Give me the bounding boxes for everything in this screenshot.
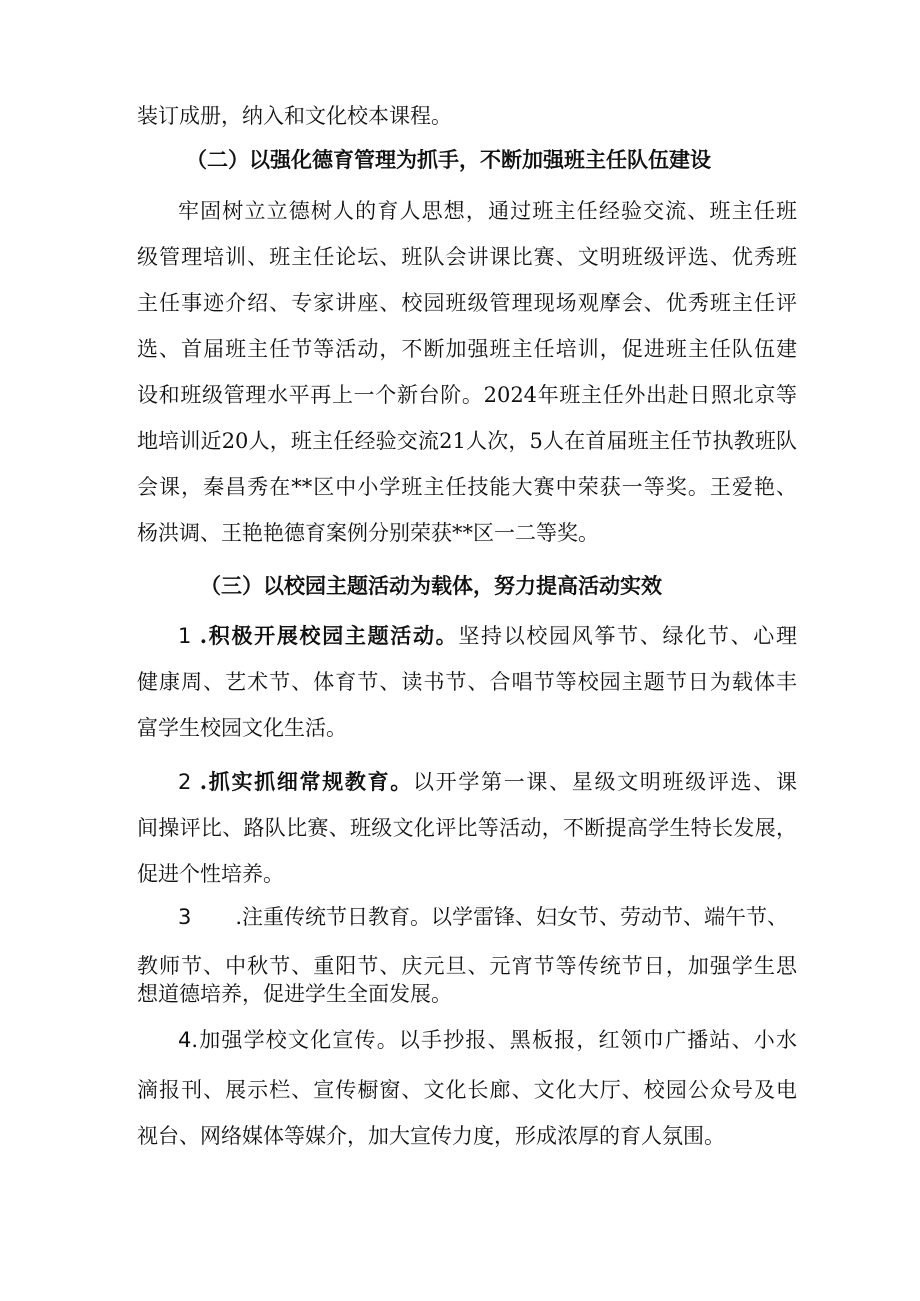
list-item-line bbox=[178, 902, 818, 932]
list-item-line: 教师节、中秋节、重阳节、庆元旦、元宵节等传统节日，加强学生思 bbox=[137, 954, 797, 978]
item-text: 坚持以校园风筝节、绿化节、心理 bbox=[458, 624, 797, 648]
paragraph-line: 设和班级管理水平再上一个新台阶。2024年班主任外出赴日照北京等 bbox=[137, 383, 797, 407]
list-item-line: 想道德培养，促进学生全面发展。 bbox=[137, 982, 452, 1006]
list-item-line: 健康周、艺术节、体育节、读书节、合唱节等校园主题节日为载体丰 bbox=[137, 670, 797, 694]
list-item-line bbox=[178, 1025, 797, 1055]
section-heading-3: （三）以校园主题活动为载体，努力提高活动实效 bbox=[200, 573, 662, 598]
item-text: .加强学校文化宣传。以手抄报、黑板报，红领巾广播站、小水 bbox=[191, 1028, 797, 1052]
item-number: 1 bbox=[178, 624, 192, 648]
item-title: .积极开展校园主题活动。 bbox=[199, 623, 459, 648]
paragraph-continuation: 装订成册，纳入和文化校本课程。 bbox=[137, 104, 452, 128]
paragraph-line: 选、首届班主任节等活动，不断加强班主任培训，促进班主任队伍建 bbox=[137, 337, 797, 361]
item-number: 4 bbox=[178, 1028, 192, 1052]
list-item-line: 滴报刊、展示栏、宣传橱窗、文化长廊、文化大厅、校园公众号及电 bbox=[137, 1078, 797, 1102]
paragraph-line: 级管理培训、班主任论坛、班队会讲课比赛、文明班级评选、优秀班 bbox=[137, 245, 797, 269]
item-text: 以开学第一课、星级文明班级评选、课 bbox=[412, 770, 797, 794]
item-number: 3 bbox=[178, 905, 192, 929]
list-item-line: 促进个性培养。 bbox=[137, 862, 284, 886]
list-item-line bbox=[178, 621, 797, 651]
paragraph-line: 牢固树立立德树人的育人思想，通过班主任经验交流、班主任班 bbox=[178, 199, 797, 223]
list-item-line: 视台、网络媒体等媒介，加大宣传力度，形成浓厚的育人氛围。 bbox=[137, 1124, 725, 1148]
paragraph-line: 会课，秦昌秀在**区中小学班主任技能大赛中荣获一等奖。王爱艳、 bbox=[137, 475, 797, 499]
section-heading-2: （二）以强化德育管理为抓手，不断加强班主任队伍建设 bbox=[186, 147, 711, 172]
paragraph-line: 杨洪调、王艳艳德育案例分别荣获**区一二等奖。 bbox=[137, 521, 599, 545]
paragraph-line: 主任事迹介绍、专家讲座、校园班级管理现场观摩会、优秀班主任评 bbox=[137, 291, 797, 315]
item-title: .抓实抓细常规教育。 bbox=[199, 769, 413, 794]
list-item-line bbox=[178, 767, 797, 797]
list-item-line: 间操评比、路队比赛、班级文化评比等活动，不断提高学生特长发展， bbox=[137, 816, 797, 840]
paragraph-line: 地培训近20人，班主任经验交流21人次，5人在首届班主任节执教班队 bbox=[137, 429, 797, 453]
item-text: .注重传统节日教育。以学雷锋、妇女节、劳动节、端午节、 bbox=[235, 905, 789, 929]
item-number: 2 bbox=[178, 770, 192, 794]
list-item-line: 富学生校园文化生活。 bbox=[137, 716, 347, 740]
